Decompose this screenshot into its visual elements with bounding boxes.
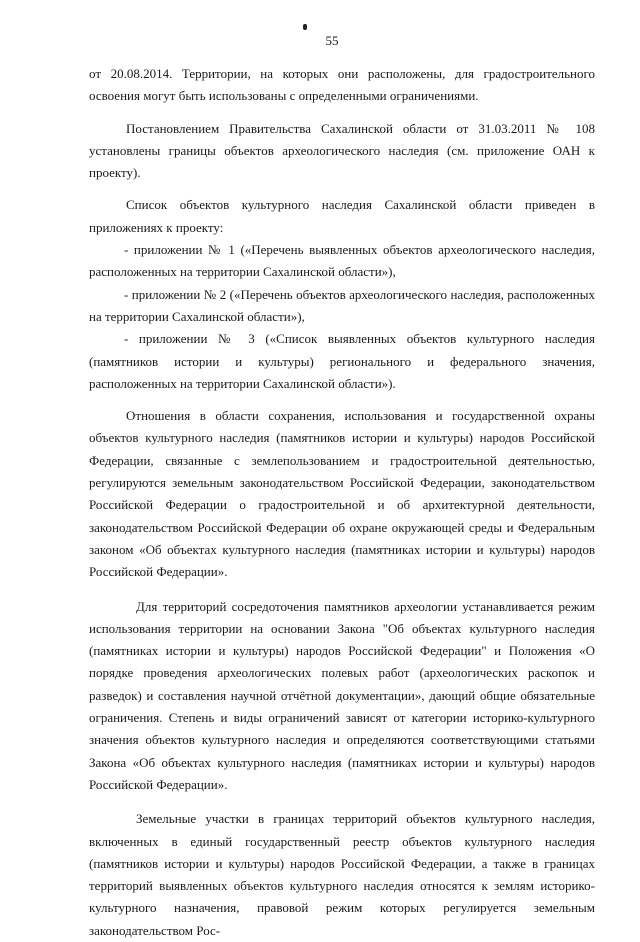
paragraph-archaeology-regime: Для территорий сосредоточения памятников археологии устанавливается режим использования территории на основании Закона "Об объектах культурного наследия (памятниках истории и культуры) народов Российской Федерации" и Положения «О порядке проведения археологических полевых работ (археологических раскопок и разведок) и составления научной отчётной документации», дающий общие обязательные ограничения. Степень и виды ограничений зависят от категории историко-культурного значения объектов культурного наследия и определяются соответствующими статьями Закона «Об объектах культурного наследия (памятниках истории и культуры) народов Российской Федерации». [89, 598, 595, 792]
paragraph-relations: Отношения в области сохранения, использования и государственной охраны объектов культурного наследия (памятников истории и культуры) народов Российской Федерации, связанные с землепользованием и градостроительной деятельностью, регулируются земельным законодательством Российской Федерации, законодательством Российской Федерации о градостроительной и об архитектурной деятельности, законодательством Российской Федерации об охране окружающей среды и Федеральным законом «Об объектах культурного наследия (памятниках истории и культуры) народов Российской Федерации». [89, 408, 595, 580]
document-body [89, 63, 595, 942]
paragraph-heritage-list: Список объектов культурного наследия Сахалинской области приведен в приложениях к проекту: [89, 197, 595, 235]
page-number: 55 [325, 33, 339, 48]
paragraph-continuation: от 20.08.2014. Территории, на которых они расположены, для градостроительного освоения могут быть использованы с определенными ограничениями. [89, 66, 595, 104]
list-item-appendix-2: - приложении № 2 («Перечень объектов археологического наследия, расположенных на территории Сахалинской области»), [89, 286, 595, 324]
list-item-appendix-3: - приложении № 3 («Список выявленных объектов культурного наследия (памятников истории и культуры) регионального и федерального значения, расположенных на территории Сахалинской области»). [89, 331, 595, 391]
list-item-appendix-1: - приложении № 1 («Перечень выявленных объектов археологического наследия, расположенных на территории Сахалинской области»), [89, 242, 595, 280]
paragraph-land-plots: Земельные участки в границах территорий объектов культурного наследия, включенных в единый государственный реестр объектов культурного наследия (памятников истории и культуры) народов Российской Федерации, а также в границах территорий выявленных объектов культурного наследия относятся к землям историко-культурного назначения, правовой режим которых регулируется земельным законодательством Рос- [89, 811, 595, 938]
scan-mark [303, 24, 307, 30]
paragraph-resolution: Постановлением Правительства Сахалинской области от 31.03.2011 № 108 установлены границы объектов археологического наследия (см. приложение ОАН к проекту). [89, 120, 595, 181]
